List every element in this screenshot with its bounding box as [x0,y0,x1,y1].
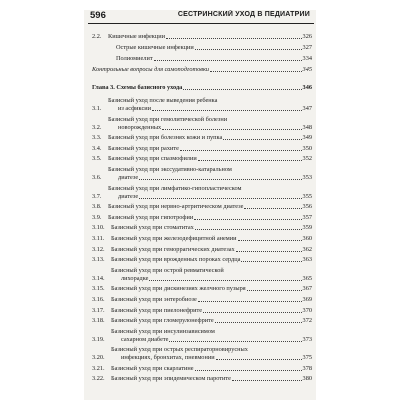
toc-entry [92,296,312,304]
leader-dots [216,359,302,360]
toc-entry-title-line1: Базисный уход при экссудативно-катаральном [108,165,232,173]
leader-dots [223,139,301,140]
toc-entry-number: 3.7. [92,192,102,200]
toc-entry [92,166,312,182]
leader-dots [152,110,302,111]
toc-entry-title-line2: инфекциях, бронхитах, пневмонии [121,354,215,362]
toc-entry [92,185,312,201]
leader-dots [183,89,301,90]
toc-entry [92,375,312,383]
leader-dots [139,179,301,180]
toc-entry-number: 3.9. [92,213,102,221]
toc-entry-number: 3.17. [92,306,105,314]
toc-entry [92,97,312,113]
toc-entry-title: Базисный уход при рахите [108,144,179,152]
toc-entry-number: 3.1. [92,105,102,112]
leader-dots [215,322,302,323]
toc-entry-number: 3.2. [92,123,102,131]
toc-entry-title-line2: новорожденных [118,123,162,131]
toc-entry-number: 2.2. [92,33,102,40]
toc-entry-title: Базисный уход при пиелонефрите [111,306,203,314]
toc-entry-number: 3.4. [92,144,102,152]
toc-entry-page: 350 [302,144,312,152]
toc-entry-number: 3.6. [92,173,102,181]
toc-entry [92,235,312,243]
toc-entry [92,155,312,163]
toc-entry-title: Базисный уход при дискинезиях желчного пузыря [111,285,246,293]
toc-entry-page: 346 [302,84,312,91]
toc-entry-page: 380 [302,375,312,383]
toc-entry-title-line2: из асфиксии [118,105,151,112]
table-of-contents [84,24,316,383]
toc-entry-page: 373 [302,335,312,343]
leader-dots [154,60,302,61]
toc-entry-title: Базисный уход при спазмофилии [108,155,197,163]
leader-dots [203,312,301,313]
leader-dots [195,49,302,50]
page-header [88,10,314,24]
toc-entry-page: 372 [302,317,312,325]
toc-entry [92,285,312,293]
toc-entry-number: 3.14. [92,274,105,282]
toc-entry [92,246,312,254]
toc-entry-title: Базисный уход при нервно-артритическом диатезе [108,203,244,211]
toc-entry-title: Базисный уход при железодефицитной анемии [111,234,237,242]
toc-entry-number: 3.3. [92,134,102,142]
toc-entry-title-line2: лихорадке [121,274,149,282]
leader-dots [194,219,301,220]
toc-entry-page: 356 [302,203,312,211]
toc-entry-title-line2: диатезе [118,192,139,200]
leader-dots [195,229,302,230]
leader-dots [166,38,302,39]
leader-dots [247,290,302,291]
toc-entry [92,116,312,132]
toc-subentry-polio [92,55,312,63]
toc-subentry-acute-intestinal [92,44,312,52]
toc-entry-title-line1: Базисный уход при инсулинзависимом [111,327,215,335]
toc-entry-page: 362 [302,245,312,253]
toc-entry [92,307,312,315]
toc-entry-number: 3.22. [92,375,105,383]
toc-entry-page: 327 [302,44,312,51]
toc-entry [92,203,312,211]
toc-entry-title: Острые кишечные инфекции [116,44,194,51]
toc-entry-page: 334 [302,55,312,62]
toc-entry-page: 375 [302,354,312,362]
toc-entry-number: 3.10. [92,224,105,232]
chapter-3-entries [92,97,312,383]
toc-entry-page: 369 [302,295,312,303]
toc-entry-page: 347 [302,105,312,112]
toc-entry-number: 3.15. [92,285,105,293]
toc-entry-number: 3.5. [92,155,102,163]
leader-dots [232,380,302,381]
toc-entry [92,134,312,142]
toc-entry-title: Базисный уход при эпидемическом паротите [111,375,231,383]
toc-entry-title: Базисный уход при энтеробиозе [111,295,197,303]
toc-entry-page: 363 [302,256,312,264]
chapter-title: Глава 3. Схемы базисного ухода [92,84,183,91]
toc-entry-page: 360 [302,234,312,242]
toc-entry-page: 326 [302,33,312,40]
toc-entry-2-2 [92,33,312,41]
toc-entry-title-line1: Базисный уход после выведения ребенка [108,97,218,104]
toc-entry-page: 367 [302,285,312,293]
leader-dots [139,198,301,199]
toc-entry-number: 3.12. [92,245,105,253]
leader-dots [210,71,301,72]
toc-entry-page: 349 [302,134,312,142]
toc-entry-page: 353 [302,173,312,181]
toc-entry-page: 357 [302,213,312,221]
toc-entry-title: Полиомиелит [116,55,153,62]
leader-dots [149,280,301,281]
toc-entry [92,224,312,232]
toc-entry-page: 370 [302,306,312,314]
toc-entry-title-line1: Базисный уход при острых респираторновирусных [111,346,248,354]
toc-entry-title-line1: Базисный уход при лимфатико-гипопластическом [108,184,242,192]
toc-entry [92,267,312,283]
toc-entry-title: Базисный уход при геморрагических диатезах [111,245,235,253]
leader-dots [198,301,302,302]
toc-entry-title: Контрольные вопросы для самоподготовки [92,66,210,73]
toc-entry [92,317,312,325]
toc-entry-number: 3.21. [92,364,105,372]
toc-entry-number: 3.11. [92,234,105,242]
toc-entry-control-questions [92,66,312,74]
toc-entry-page: 352 [302,155,312,163]
toc-entry-title: Базисный уход при врожденных пороках сердца [111,256,241,264]
page-number: 596 [90,10,106,21]
toc-entry-title: Базисный уход при гипотрофии [108,213,194,221]
toc-entry-title: Базисный уход при стоматитах [111,224,194,232]
toc-entry [92,328,312,344]
leader-dots [238,240,302,241]
running-title: СЕСТРИНСКИЙ УХОД В ПЕДИАТРИИ [177,11,310,18]
leader-dots [236,251,302,252]
leader-dots [162,129,301,130]
toc-entry-title-line2: сахарном диабете [121,335,169,343]
toc-entry-page: 378 [302,364,312,372]
toc-entry [92,145,312,153]
toc-entry-number: 3.18. [92,317,105,325]
leader-dots [169,341,301,342]
toc-entry-page: 355 [302,192,312,200]
toc-entry-title-line1: Базисный уход при гемолитической болезни [108,115,228,123]
toc-entry-title-line2: диатезе [118,173,139,181]
toc-entry-page: 345 [302,66,312,73]
leader-dots [244,208,301,209]
book-page [84,10,316,400]
toc-entry-page: 365 [302,274,312,282]
toc-entry-title: Кишечные инфекции [108,33,165,40]
toc-entry [92,346,312,362]
leader-dots [241,261,301,262]
toc-entry-title: Базисный уход при скарлатине [111,364,194,372]
leader-dots [195,370,302,371]
toc-entry-number: 3.13. [92,256,105,264]
toc-entry-title: Базисный уход при болезнях кожи и пупка [108,134,223,142]
toc-entry-number: 3.19. [92,335,105,343]
toc-entry [92,214,312,222]
toc-entry [92,365,312,373]
toc-entry-number: 3.8. [92,203,102,211]
toc-chapter-3 [92,84,312,92]
toc-entry-page: 359 [302,224,312,232]
toc-entry-number: 3.16. [92,295,105,303]
leader-dots [198,160,302,161]
toc-entry-page: 348 [302,123,312,131]
leader-dots [180,150,302,151]
toc-entry-title: Базисный уход при гломерулонефрите [111,317,214,325]
toc-entry-number: 3.20. [92,354,105,362]
toc-entry [92,256,312,264]
toc-entry-title-line1: Базисный уход при острой ревматической [111,266,224,274]
